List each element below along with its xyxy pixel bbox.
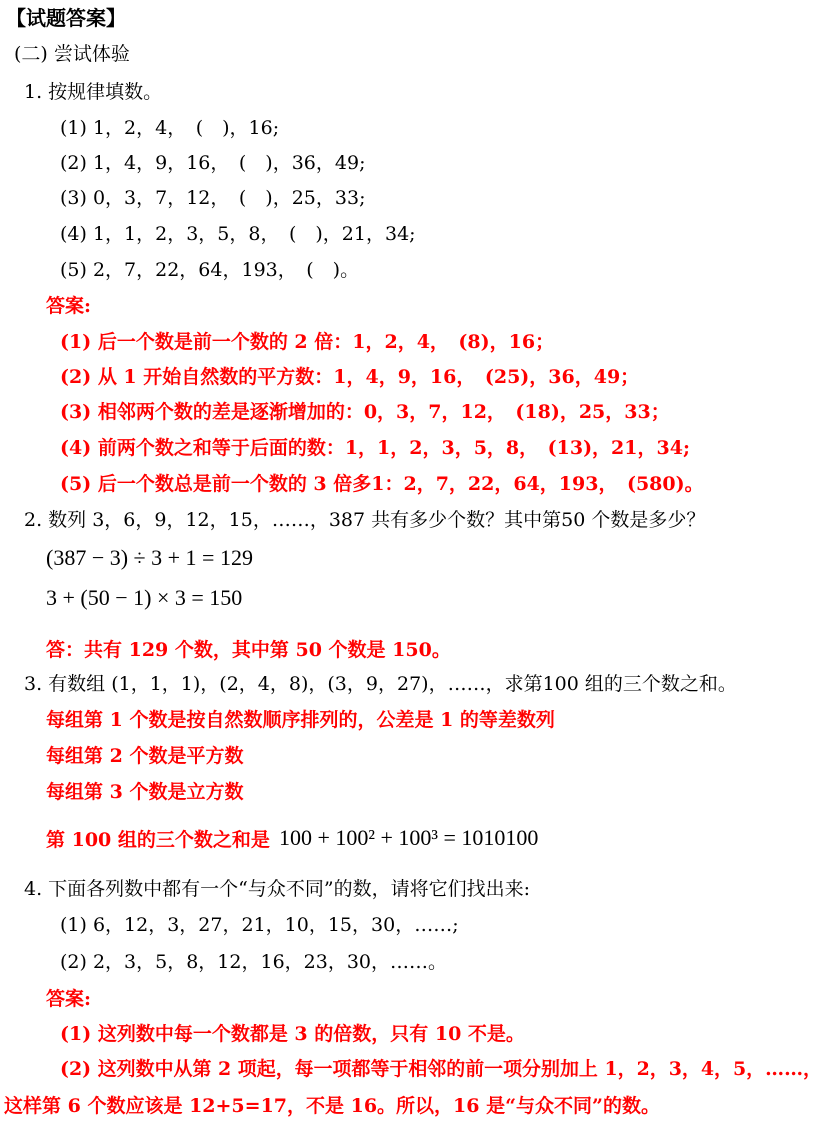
question-4-answer-label: 答案: — [46, 988, 92, 1010]
question-1-item: (3) 0，3，7，12， ( )，25，33; — [60, 187, 366, 209]
question-3-prompt: 3. 有数组 (1，1，1)，(2，4，8)，(3，9，27)，……，求第100 组的三个数之和。 — [24, 673, 737, 695]
question-4-prompt: 4. 下面各列数中都有一个“与众不同”的数，请将它们找出来: — [24, 878, 530, 900]
question-1-item: (2) 1，4，9，16， ( )，36，49; — [60, 152, 366, 174]
question-3-explanation: 每组第 1 个数是按自然数顺序排列的，公差是 1 的等差数列 — [46, 709, 555, 731]
section-heading: (二) 尝试体验 — [14, 43, 130, 65]
page-title: 【试题答案】 — [6, 6, 126, 30]
question-1-answer: (1) 后一个数是前一个数的 2 倍：1，2，4， (8)，16； — [60, 331, 555, 353]
question-1-prompt: 1. 按规律填数。 — [24, 81, 163, 103]
question-1-answer: (3) 相邻两个数的差是逐渐增加的：0，3，7，12， (18)，25，33； — [60, 401, 670, 423]
question-1-item: (5) 2，7，22，64，193， ( )。 — [60, 259, 360, 281]
question-1-item: (1) 1，2，4， ( )，16; — [60, 117, 280, 139]
question-2-prompt: 2. 数列 3，6，9，12，15，……，387 共有多少个数？其中第50 个数是多少？ — [24, 509, 706, 531]
question-2-answer: 答：共有 129 个数，其中第 50 个数是 150。 — [46, 639, 451, 661]
question-4-answer: (2) 这列数中从第 2 项起，每一项都等于相邻的前一项分别加上 1，2，3，4，5，……， — [60, 1058, 822, 1080]
question-4-answer: (1) 这列数中每一个数都是 3 的倍数，只有 10 不是。 — [60, 1023, 525, 1045]
question-3-explanation: 每组第 3 个数是立方数 — [46, 781, 244, 803]
question-3-explanation: 每组第 2 个数是平方数 — [46, 745, 244, 767]
question-1-answer: (4) 前两个数之和等于后面的数：1，1，2，3，5，8， (13)，21，34; — [60, 437, 690, 459]
question-2-formula-1: (387 − 3) ÷ 3 + 1 = 129 — [46, 545, 253, 570]
question-4-item: (1) 6，12，3，27，21，10，15，30，……; — [60, 914, 459, 936]
question-1-answer-label: 答案: — [46, 295, 92, 317]
question-1-answer: (2) 从 1 开始自然数的平方数：1，4，9，16， (25)，36，49； — [60, 366, 640, 388]
question-4-item: (2) 2，3，5，8，12，16，23，30，……。 — [60, 951, 448, 973]
question-4-answer: 这样第 6 个数应该是 12+5=17，不是 16。所以，16 是“与众不同”的数。 — [4, 1095, 660, 1117]
question-3-sum-formula: 100 + 100² + 100³ = 1010100 — [279, 825, 539, 850]
question-3-sum-label: 第 100 组的三个数之和是 — [46, 829, 270, 851]
question-2-formula-2: 3 + (50 − 1) × 3 = 150 — [46, 585, 243, 610]
question-1-answer: (5) 后一个数总是前一个数的 3 倍多1：2，7，22，64，193， (580)。 — [60, 473, 704, 495]
question-1-item: (4) 1，1，2，3，5，8， ( )，21，34; — [60, 223, 416, 245]
